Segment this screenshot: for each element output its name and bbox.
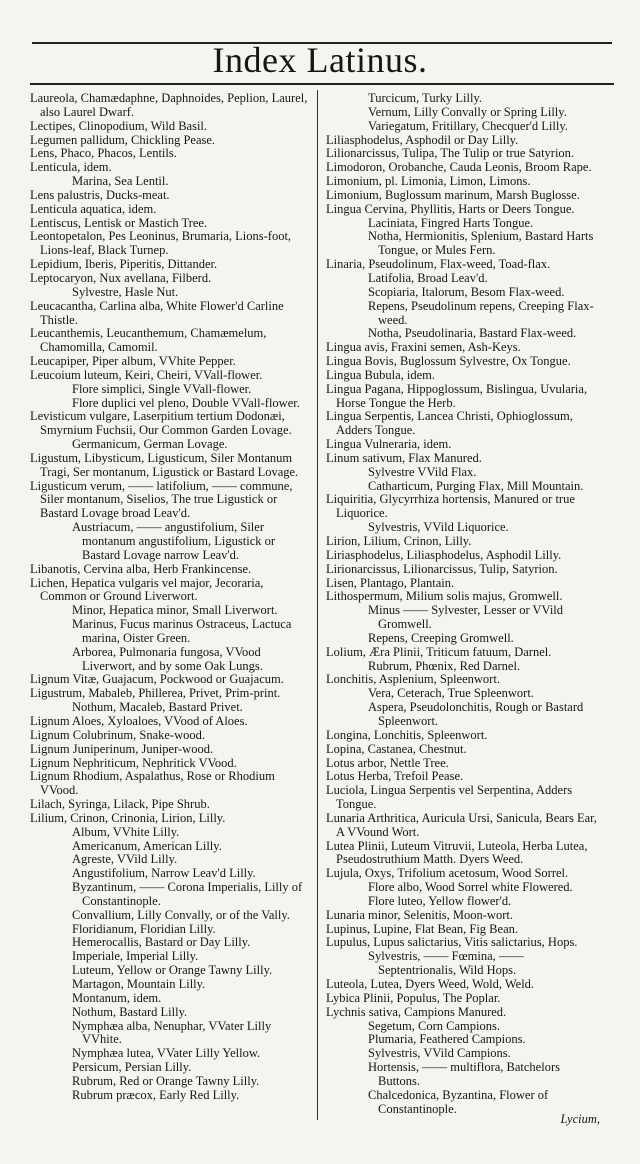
index-entry: Lunaria Arthritica, Auricula Ursi, Sanicula, Bears Ear, A VVound Wort. [326, 810, 597, 839]
index-entry: Limonium, Buglossum marinum, Marsh Buglosse. [326, 187, 580, 202]
index-entry: Lentiscus, Lentisk or Mastich Tree. [30, 215, 208, 230]
index-entry: Lingua Vulneraria, idem. [326, 437, 452, 452]
title-rule [30, 83, 614, 85]
index-entry: Imperiale, Imperial Lilly. [72, 949, 199, 964]
index-entry: Montanum, idem. [72, 990, 162, 1005]
index-entry: Turcicum, Turky Lilly. [368, 91, 483, 105]
index-entry: Luteola, Lutea, Dyers Weed, Wold, Weld. [326, 977, 535, 991]
index-entry: Lingua Bubula, idem. [326, 367, 436, 382]
index-entry: Ligustrum, Mabaleb, Phillerea, Privet, Prim-print. [30, 686, 281, 701]
column-divider [317, 90, 318, 1120]
index-entry: Lirionarcissus, Lilionarcissus, Tulip, Satyrion. [326, 561, 558, 576]
index-entry: Lignum Aloes, Xyloaloes, VVood of Aloes. [30, 713, 248, 728]
index-entry: Libanotis, Cervina alba, Herb Frankincense. [30, 561, 252, 576]
index-entry: Lunaria minor, Selenitis, Moon-wort. [326, 907, 513, 922]
index-entry: Levisticum vulgare, Laserpitium tertium Dodonæi, Smyrnium Fuchsii, Our Common Garden Lovage. [30, 409, 292, 438]
index-entry: Hortensis, —— multiflora, Batchelors Buttons. [368, 1060, 560, 1088]
index-entry: Liriasphodelus, Liliasphodelus, Asphodil Lilly. [326, 547, 562, 562]
index-entry: Lingua Bovis, Buglossum Sylvestre, Ox Tongue. [326, 354, 571, 369]
index-entry: Segetum, Corn Campions. [368, 1018, 500, 1033]
left-column [30, 92, 310, 1103]
index-entry: Leontopetalon, Pes Leoninus, Brumaria, Lions-foot, Lions-leaf, Black Turnep. [30, 229, 292, 258]
index-entry: Lenticula, idem. [30, 160, 112, 175]
index-entry: Lectipes, Clinopodium, Wild Basil. [30, 118, 208, 133]
index-entry: Lutea Plinii, Luteum Vitruvii, Luteola, Herba Lutea, Pseudostruthium Matth. Dyers Weed. [326, 838, 588, 867]
index-entry: Chalcedonica, Byzantina, Flower of Constantinople. [368, 1087, 549, 1116]
index-entry: Sylvestris, VVild Liquorice. [368, 520, 509, 535]
index-entry: Laciniata, Fingred Harts Tongue. [368, 215, 534, 230]
index-entry: Lupinus, Lupine, Flat Bean, Fig Bean. [326, 921, 518, 936]
index-entry: Lilach, Syringa, Lilack, Pipe Shrub. [30, 797, 210, 812]
index-entry: Convallium, Lilly Convally, or of the Vally. [72, 907, 290, 922]
index-entry: Lujula, Oxys, Trifolium acetosum, Wood Sorrel. [326, 866, 569, 881]
index-entry: Notha, Hermionitis, Splenium, Bastard Harts Tongue, or Mules Fern. [368, 229, 594, 258]
index-entry: Vera, Ceterach, True Spleenwort. [368, 686, 534, 701]
index-entry: Lingua Serpentis, Lancea Christi, Ophioglossum, Adders Tongue. [326, 409, 573, 438]
index-entry: Lignum Rhodium, Aspalathus, Rose or Rhodium VVood. [30, 769, 275, 798]
index-entry: Longina, Lonchitis, Spleenwort. [326, 727, 488, 742]
index-entry: Lychnis sativa, Campions Manured. [326, 1004, 507, 1019]
index-entry: Repens, Pseudolinum repens, Creeping Flax-weed. [368, 298, 594, 327]
index-entry: Lotus Herba, Trefoil Pease. [326, 769, 464, 784]
catchword: Lycium, [560, 1112, 600, 1126]
index-entry: Ligusticum verum, —— latifolium, —— commune, Siler montanum, Siselios, The true Ligustick or Bastard Lovage broad Leav'd. [30, 478, 293, 521]
index-entry: Lenticula aquatica, idem. [30, 201, 157, 216]
index-entry: Austriacum, —— angustifolium, Siler montanum angustifolium, Ligustick or Bastard Lovage narrow Leav'd. [72, 520, 276, 562]
index-entry: Leucanthemis, Leucanthemum, Chamæmelum, Chamomilla, Camomil. [30, 326, 267, 355]
index-entry: Sylvestre, Hasle Nut. [72, 284, 179, 299]
index-entry: Lilium, Crinon, Crinonia, Lirion, Lilly. [30, 810, 226, 825]
right-column [326, 92, 601, 1116]
index-entry: Latifolia, Broad Leav'd. [368, 270, 488, 285]
index-entry: Angustifolium, Narrow Leav'd Lilly. [72, 866, 256, 881]
index-entry: Lichen, Hepatica vulgaris vel major, Jecoraria, Common or Ground Liverwort. [30, 575, 264, 604]
index-entry: Marina, Sea Lentil. [72, 174, 169, 189]
index-entry: Liquiritia, Glycyrrhiza hortensis, Manured or true Liquorice. [326, 492, 575, 521]
index-entry: Nymphæa alba, Nenuphar, VVater Lilly VVhite. [72, 1018, 272, 1047]
index-entry: Scopiaria, Italorum, Besom Flax-weed. [368, 284, 565, 299]
index-entry: Rubrum, Red or Orange Tawny Lilly. [72, 1073, 260, 1088]
index-entry: Leucapiper, Piper album, VVhite Pepper. [30, 354, 236, 369]
index-entry: Lepidium, Iberis, Piperitis, Dittander. [30, 257, 218, 272]
index-entry: Sylvestre VVild Flax. [368, 464, 477, 479]
index-entry: Sylvestris, —— Fœmina, —— Septentrionalis, Wild Hops. [368, 949, 524, 978]
index-entry: Americanum, American Lilly. [72, 838, 222, 853]
index-entry: Repens, Creeping Gromwell. [368, 630, 514, 645]
index-entry: Minor, Hepatica minor, Small Liverwort. [72, 603, 278, 618]
index-entry: Linaria, Pseudolinum, Flax-weed, Toad-flax. [326, 257, 551, 272]
index-entry: Nothum, Macaleb, Bastard Privet. [72, 700, 243, 715]
index-entry: Plumaria, Feathered Campions. [368, 1032, 526, 1047]
index-entry: Lirion, Lilium, Crinon, Lilly. [326, 534, 472, 548]
index-entry: Lilionarcissus, Tulipa, The Tulip or true Satyrion. [326, 146, 575, 161]
index-entry: Flore luteo, Yellow flower'd. [368, 893, 512, 908]
index-entry: Lotus arbor, Nettle Tree. [326, 755, 449, 770]
index-entry: Sylvestris, VVild Campions. [368, 1046, 511, 1061]
index-entry: Leucoium luteum, Keiri, Cheiri, VVall-flower. [30, 367, 263, 382]
index-entry: Lonchitis, Asplenium, Spleenwort. [326, 672, 500, 687]
index-entry: Luciola, Lingua Serpentis vel Serpentina, Adders Tongue. [326, 783, 573, 812]
index-entry: Ligustum, Libysticum, Ligusticum, Siler Montanum Tragi, Ser montanum, Ligustick or Bastard Lovage. [30, 450, 299, 479]
index-entry: Lens palustris, Ducks-meat. [30, 187, 170, 202]
index-entry: Limonium, pl. Limonia, Limon, Limons. [326, 174, 531, 189]
index-entry: Flore albo, Wood Sorrel white Flowered. [368, 880, 573, 895]
index-entry: Marinus, Fucus marinus Ostraceus, Lactuca marina, Oister Green. [72, 617, 292, 645]
index-entry: Lithospermum, Milium solis majus, Gromwell. [326, 589, 563, 604]
index-entry: Lignum Nephriticum, Nephritick VVood. [30, 755, 237, 770]
index-entry: Lupulus, Lupus salictarius, Vitis salictarius, Hops. [326, 935, 578, 950]
index-entry: Germanicum, German Lovage. [72, 437, 228, 452]
index-entry: Aspera, Pseudolonchitis, Rough or Bastard Spleenwort. [368, 700, 584, 728]
index-entry: Linum sativum, Flax Manured. [326, 450, 482, 465]
index-entry: Lybica Plinii, Populus, The Poplar. [326, 990, 501, 1005]
index-entry: Martagon, Mountain Lilly. [72, 977, 206, 991]
index-entry: Minus —— Sylvester, Lesser or VVild Gromwell. [368, 603, 564, 632]
index-entry: Arborea, Pulmonaria fungosa, VVood Liverwort, and by some Oak Lungs. [72, 644, 263, 673]
index-entry: Lolium, Æra Plinii, Triticum fatuum, Darnel. [326, 644, 552, 659]
index-entry: Flore simplici, Single VVall-flower. [72, 381, 252, 396]
index-entry: Luteum, Yellow or Orange Tawny Lilly. [72, 963, 273, 978]
index-entry: Flore duplici vel pleno, Double VVall-flower. [72, 395, 300, 410]
index-entry: Lignum Vitæ, Guajacum, Pockwood or Guajacum. [30, 672, 284, 687]
index-entry: Laureola, Chamædaphne, Daphnoides, Peplion, Laurel, also Laurel Dwarf. [30, 91, 308, 119]
index-entry: Lopina, Castanea, Chestnut. [326, 741, 467, 756]
index-entry: Leptocaryon, Nux avellana, Filberd. [30, 270, 212, 285]
index-entry: Limodoron, Orobanche, Cauda Leonis, Broom Rape. [326, 160, 592, 175]
index-entry: Notha, Pseudolinaria, Bastard Flax-weed. [368, 326, 577, 341]
index-entry: Lingua Cervina, Phyllitis, Harts or Deers Tongue. [326, 201, 575, 216]
index-entry: Catharticum, Purging Flax, Mill Mountain. [368, 478, 584, 493]
page-title: Index Latinus. [212, 40, 428, 80]
index-entry: Lisen, Plantago, Plantain. [326, 575, 455, 590]
index-entry: Persicum, Persian Lilly. [72, 1060, 192, 1075]
index-entry: Legumen pallidum, Chickling Pease. [30, 132, 216, 147]
index-entry: Rubrum, Phœnix, Red Darnel. [368, 658, 521, 673]
index-entry: Nothum, Bastard Lilly. [72, 1004, 188, 1019]
index-entry: Variegatum, Fritillary, Checquer'd Lilly. [368, 118, 568, 133]
index-entry: Leucacantha, Carlina alba, White Flower'd Carline Thistle. [30, 298, 284, 327]
index-entry: Lingua avis, Fraxini semen, Ash-Keys. [326, 340, 521, 355]
index-entry: Album, VVhite Lilly. [72, 824, 180, 839]
index-entry: Lignum Colubrinum, Snake-wood. [30, 727, 205, 742]
index-entry: Hemerocallis, Bastard or Day Lilly. [72, 935, 251, 950]
index-entry: Liliasphodelus, Asphodil or Day Lilly. [326, 132, 519, 147]
index-entry: Lignum Juniperinum, Juniper-wood. [30, 741, 214, 756]
index-entry: Vernum, Lilly Convally or Spring Lilly. [368, 104, 567, 119]
index-entry: Nymphæa lutea, VVater Lilly Yellow. [72, 1046, 261, 1061]
index-entry: Lingua Pagana, Hippoglossum, Bislingua, Uvularia, Horse Tongue the Herb. [326, 381, 588, 410]
index-entry: Rubrum præcox, Early Red Lilly. [72, 1087, 240, 1102]
index-entry: Floridianum, Floridian Lilly. [72, 921, 216, 936]
index-entry: Agreste, VVild Lilly. [72, 852, 178, 867]
index-entry: Lens, Phaco, Phacos, Lentils. [30, 146, 177, 161]
index-entry: Byzantinum, —— Corona Imperialis, Lilly of Constantinople. [72, 880, 303, 908]
